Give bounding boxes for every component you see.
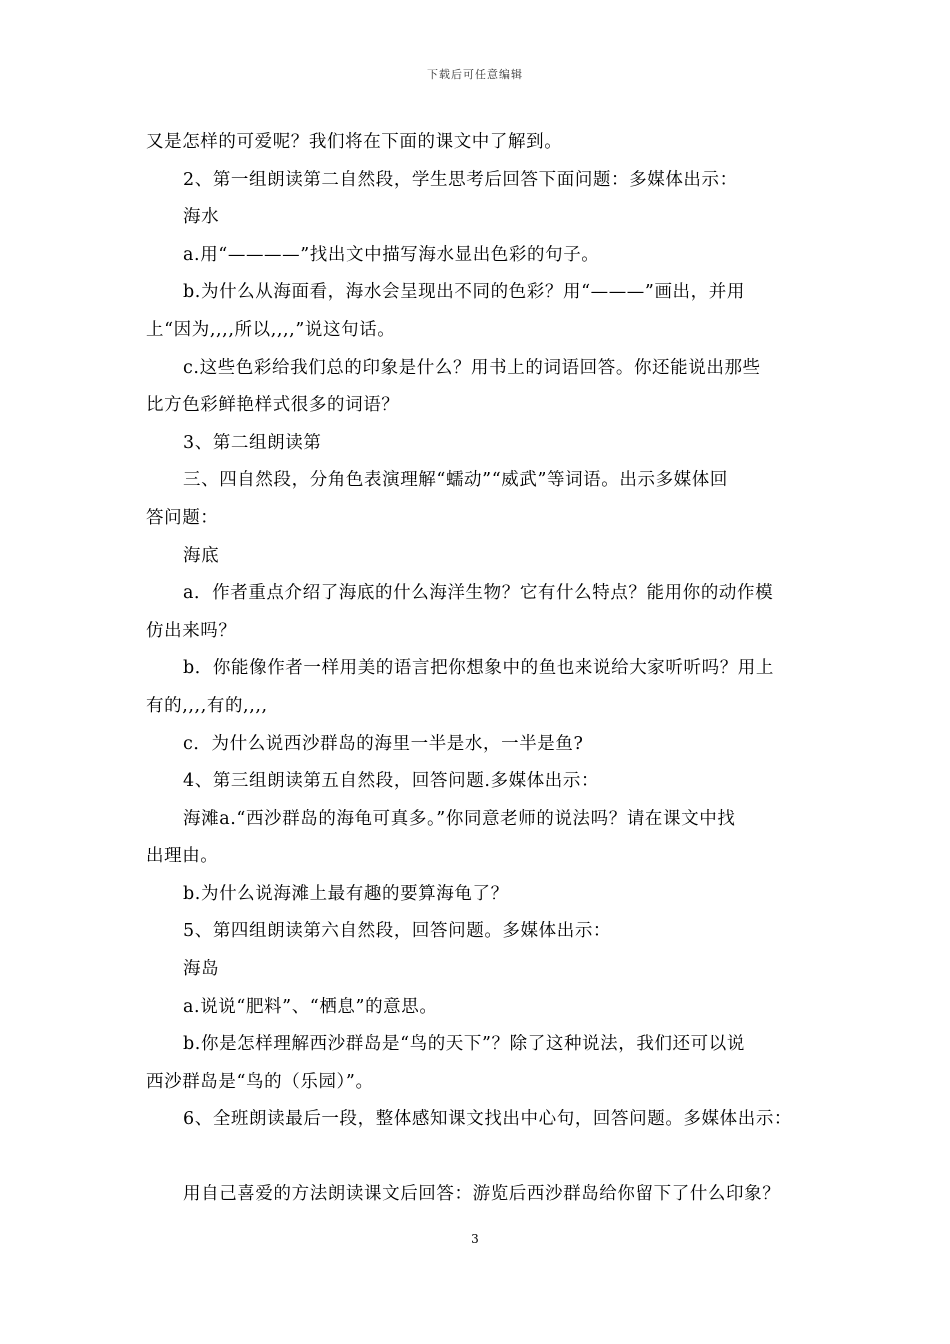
paragraph-line: 又是怎样的可爱呢？我们将在下面的课文中了解到。 bbox=[146, 132, 563, 152]
paragraph-line: 答问题： bbox=[146, 507, 219, 528]
paragraph-line: 西沙群岛是“鸟的（乐园）”。 bbox=[146, 1071, 374, 1092]
paragraph-line: 用自己喜爱的方法朗读课文后回答：游览后西沙群岛给你留下了什么印象？ bbox=[183, 1184, 781, 1205]
paragraph-line: b.为什么说海滩上最有趣的要算海龟了？ bbox=[183, 883, 509, 904]
paragraph-line: 有的,,,,有的,,,, bbox=[146, 695, 268, 716]
paragraph-line: b．你能像作者一样用美的语言把你想象中的鱼也来说给大家听听吗？用上 bbox=[183, 658, 774, 679]
paragraph-line: 比方色彩鲜艳样式很多的词语？ bbox=[146, 395, 400, 416]
paragraph-line: b.为什么从海面看，海水会呈现出不同的色彩？用“———”画出，并用 bbox=[183, 282, 745, 303]
paragraph-line: c.这些色彩给我们总的印象是什么？用书上的词语回答。你还能说出那些 bbox=[183, 357, 761, 378]
paragraph-line: 仿出来吗？ bbox=[146, 620, 237, 641]
paragraph-line bbox=[146, 1139, 808, 1176]
paragraph-line: 3、第二组朗读第 bbox=[183, 432, 322, 453]
paragraph-line: a.说说“肥料”、“栖息”的意思。 bbox=[183, 996, 438, 1017]
paragraph-line: 海滩a.“西沙群岛的海龟可真多。”你同意老师的说法吗？请在课文中找 bbox=[183, 808, 736, 829]
paragraph-line: b.你是怎样理解西沙群岛是“鸟的天下”？除了这种说法，我们还可以说 bbox=[183, 1034, 745, 1055]
paragraph-line: 6、全班朗读最后一段，整体感知课文找出中心句，回答问题。多媒体出示： bbox=[183, 1109, 793, 1130]
paragraph-line: 海水 bbox=[183, 207, 220, 228]
paragraph-line: 5、第四组朗读第六自然段，回答问题。多媒体出示： bbox=[183, 921, 612, 942]
paragraph-line: 2、第一组朗读第二自然段，学生思考后回答下面问题：多媒体出示： bbox=[183, 169, 738, 190]
paragraph-line: a.用“————”找出文中描写海水显出色彩的句子。 bbox=[183, 244, 600, 265]
paragraph-line: 4、第三组朗读第五自然段，回答问题.多媒体出示： bbox=[183, 771, 600, 792]
paragraph-line: 海底 bbox=[183, 545, 220, 566]
paragraph-line: 海岛 bbox=[183, 959, 220, 980]
paragraph-line: 上“因为,,,,所以,,,,”说这句话。 bbox=[146, 319, 396, 340]
document-body bbox=[146, 124, 808, 1214]
page-number: 3 bbox=[471, 1232, 479, 1246]
page-header: 下载后可任意编辑 bbox=[427, 68, 523, 81]
paragraph-line: 出理由。 bbox=[146, 846, 219, 867]
paragraph-line: 三、四自然段，分角色表演理解“蠕动”“威武”等词语。出示多媒体回 bbox=[183, 470, 728, 491]
paragraph-line: c．为什么说西沙群岛的海里一半是水，一半是鱼? bbox=[183, 733, 584, 754]
paragraph-line: a．作者重点介绍了海底的什么海洋生物？它有什么特点？能用你的动作模 bbox=[183, 583, 774, 604]
